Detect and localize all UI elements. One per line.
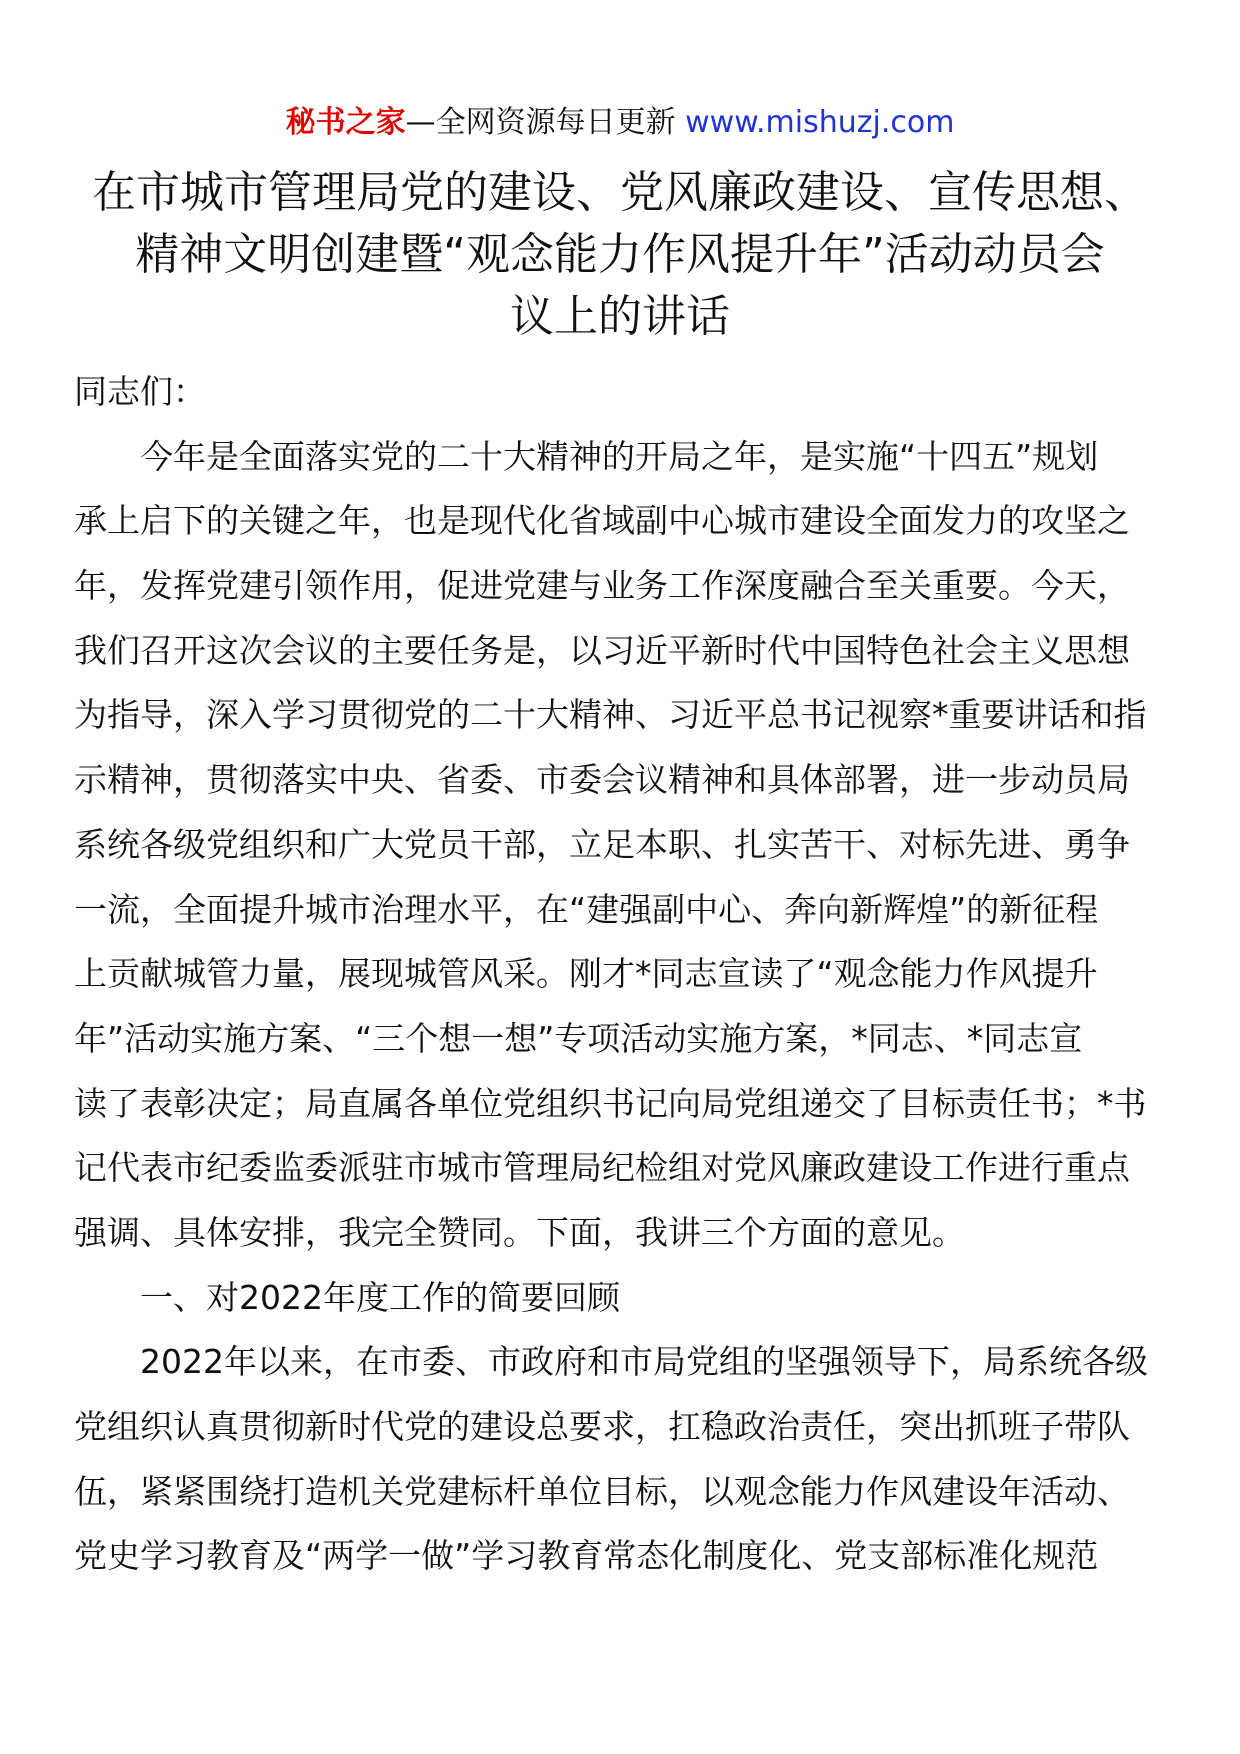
- section-heading: 一、对2022年度工作的简要回顾: [140, 1277, 620, 1317]
- paragraph-line: 承上启下的关键之年，也是现代化省域副中心城市建设全面发力的攻坚之: [74, 501, 1130, 541]
- paragraph-line: 伍，紧紧围绕打造机关党建标杆单位目标，以观念能力作风建设年活动、: [74, 1471, 1130, 1511]
- paragraph-line: 一流，全面提升城市治理水平，在“建强副中心、奔向新辉煌”的新征程: [74, 889, 1099, 929]
- title-line: 精神文明创建暨“观念能力作风提升年”活动动员会: [135, 229, 1105, 280]
- document-body: [74, 360, 1166, 1589]
- paragraph-line: 2022年以来，在市委、市政府和市局党组的坚强领导下，局系统各级: [140, 1342, 1148, 1382]
- header-tagline: —全网资源每日更新: [405, 105, 676, 140]
- paragraph-line: 党组织认真贯彻新时代党的建设总要求，扛稳政治责任，突出抓班子带队: [74, 1407, 1130, 1446]
- paragraph-line: 我们召开这次会议的主要任务是，以习近平新时代中国特色社会主义思想: [74, 630, 1130, 670]
- brand-name: 秘书之家: [285, 105, 406, 140]
- paragraph-line: 示精神，贯彻落实中央、省委、市委会议精神和具体部署，进一步动员局: [74, 760, 1130, 800]
- paragraph-line: 今年是全面落实党的二十大精神的开局之年，是实施“十四五”规划: [140, 436, 1099, 476]
- title-line: 议上的讲话: [510, 291, 730, 342]
- paragraph-line: 为指导，深入学习贯彻党的二十大精神、习近平总书记视察*重要讲话和指: [74, 695, 1147, 735]
- site-header: [0, 103, 1240, 143]
- paragraph-line: 强调、具体安排，我完全赞同。下面，我讲三个方面的意见。: [74, 1212, 965, 1252]
- paragraph-line: 年，发挥党建引领作用，促进党建与业务工作深度融合至关重要。今天，: [74, 566, 1130, 606]
- paragraph-line: 记代表市纪委监委派驻市城市管理局纪检组对党风廉政建设工作进行重点: [74, 1148, 1130, 1188]
- paragraph-line: 读了表彰决定；局直属各单位党组织书记向局党组递交了目标责任书；*书: [74, 1083, 1147, 1123]
- paragraph-line: 上贡献城管力量，展现城管风采。刚才*同志宣读了“观念能力作风提升: [74, 954, 1098, 994]
- paragraph-line: 年”活动实施方案、“三个想一想”专项活动实施方案，*同志、*同志宣: [74, 1018, 1083, 1058]
- site-url: www.mishuzj.com: [685, 105, 955, 140]
- title-line: 在市城市管理局党的建设、党风廉政建设、宣传思想、: [92, 167, 1148, 218]
- document-title: [80, 162, 1160, 348]
- salutation: 同志们：: [74, 372, 206, 411]
- paragraph-line: 党史学习教育及“两学一做”学习教育常态化制度化、党支部标准化规范: [74, 1536, 1099, 1576]
- paragraph-line: 系统各级党组织和广大党员干部，立足本职、扎实苦干、对标先进、勇争: [74, 824, 1130, 864]
